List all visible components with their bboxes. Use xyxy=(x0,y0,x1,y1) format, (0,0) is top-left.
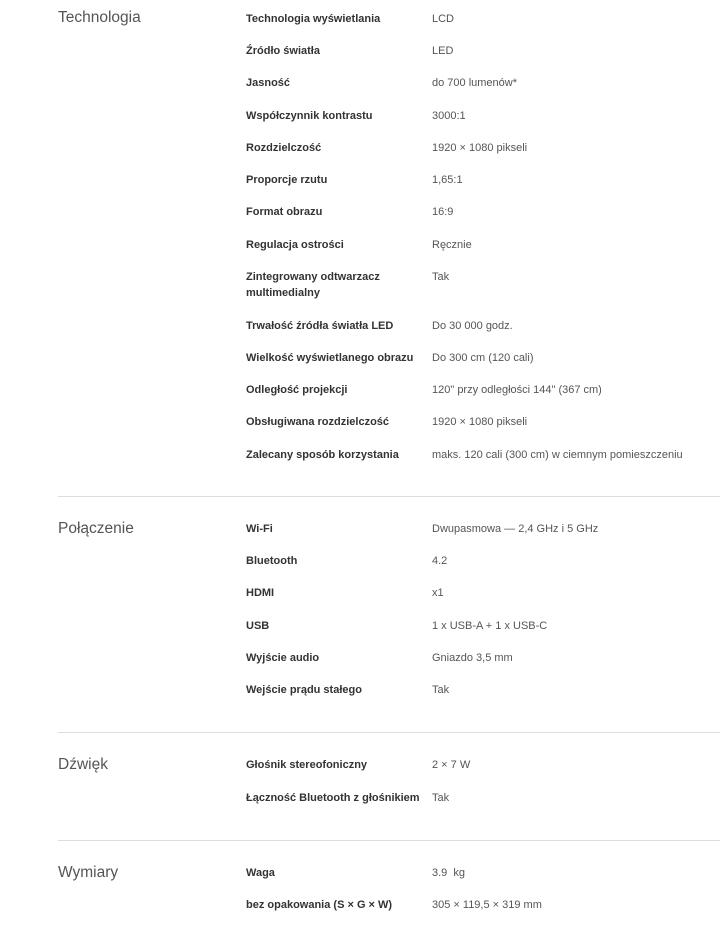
spec-value: LCD xyxy=(432,13,455,25)
spec-label: Bluetooth xyxy=(246,555,298,567)
spec-value: 1 x USB-A + 1 x USB-C xyxy=(432,620,548,632)
spec-label: Wyjście audio xyxy=(246,652,320,664)
section-title: Technologia xyxy=(58,9,141,26)
spec-label: Obsługiwana rozdzielczość xyxy=(246,416,390,428)
spec-label: Wejście prądu stałego xyxy=(246,684,362,696)
section-divider xyxy=(58,732,720,733)
spec-label: Współczynnik kontrastu xyxy=(246,110,373,122)
section-title: Połączenie xyxy=(58,520,134,537)
section-title: Dźwięk xyxy=(58,756,108,773)
spec-value: 1920 × 1080 pikseli xyxy=(432,416,528,428)
spec-value: 1920 × 1080 pikseli xyxy=(432,142,528,154)
spec-value: 1,65:1 xyxy=(432,174,463,186)
spec-label: Trwałość źródła światła LED xyxy=(246,320,394,332)
spec-label: Technologia wyświetlania xyxy=(246,13,381,25)
spec-value: Tak xyxy=(432,271,450,283)
spec-value: 305 × 119,5 × 319 mm xyxy=(432,899,542,911)
spec-value: 3.9 kg xyxy=(432,867,466,879)
spec-label: Wielkość wyświetlanego obrazu xyxy=(246,352,414,364)
spec-label: Źródło światła xyxy=(246,45,320,57)
spec-label: Zalecany sposób korzystania xyxy=(246,449,399,461)
spec-label: Głośnik stereofoniczny xyxy=(246,759,368,771)
spec-label: HDMI xyxy=(246,587,275,599)
spec-label: Jasność xyxy=(246,77,291,89)
spec-label: bez opakowania (S × G × W) xyxy=(246,899,393,911)
spec-value: Do 300 cm (120 cali) xyxy=(432,352,534,364)
spec-value: Tak xyxy=(432,684,450,696)
spec-value: Do 30 000 godz. xyxy=(432,320,513,332)
spec-value: 120" przy odległości 144" (367 cm) xyxy=(432,384,602,396)
spec-label: Proporcje rzutu xyxy=(246,174,328,186)
spec-value: x1 xyxy=(432,587,444,599)
spec-value: 4.2 xyxy=(432,555,448,567)
spec-label: Zintegrowany odtwarzacz multimedialny xyxy=(246,271,380,299)
spec-value: 2 × 7 W xyxy=(432,759,471,771)
spec-label: Odległość projekcji xyxy=(246,384,348,396)
spec-value: Tak xyxy=(432,792,450,804)
section-divider xyxy=(58,496,720,497)
spec-label: Rozdzielczość xyxy=(246,142,322,154)
spec-label: Regulacja ostrości xyxy=(246,239,344,251)
spec-label: Wi-Fi xyxy=(246,523,273,535)
section-divider xyxy=(58,840,720,841)
spec-value: Dwupasmowa — 2,4 GHz i 5 GHz xyxy=(432,523,599,535)
spec-label: Waga xyxy=(246,867,275,879)
spec-label: USB xyxy=(246,620,270,632)
section-title: Wymiary xyxy=(58,864,119,881)
spec-value: Ręcznie xyxy=(432,239,472,251)
spec-value: 3000:1 xyxy=(432,110,466,122)
spec-value: do 700 lumenów* xyxy=(432,77,518,89)
spec-value: maks. 120 cali (300 cm) w ciemnym pomieszczeniu xyxy=(432,449,683,461)
spec-value: Gniazdo 3,5 mm xyxy=(432,652,513,664)
spec-value: LED xyxy=(432,45,454,57)
spec-label: Format obrazu xyxy=(246,206,323,218)
spec-label: Łączność Bluetooth z głośnikiem xyxy=(246,792,420,804)
spec-value: 16:9 xyxy=(432,206,454,218)
